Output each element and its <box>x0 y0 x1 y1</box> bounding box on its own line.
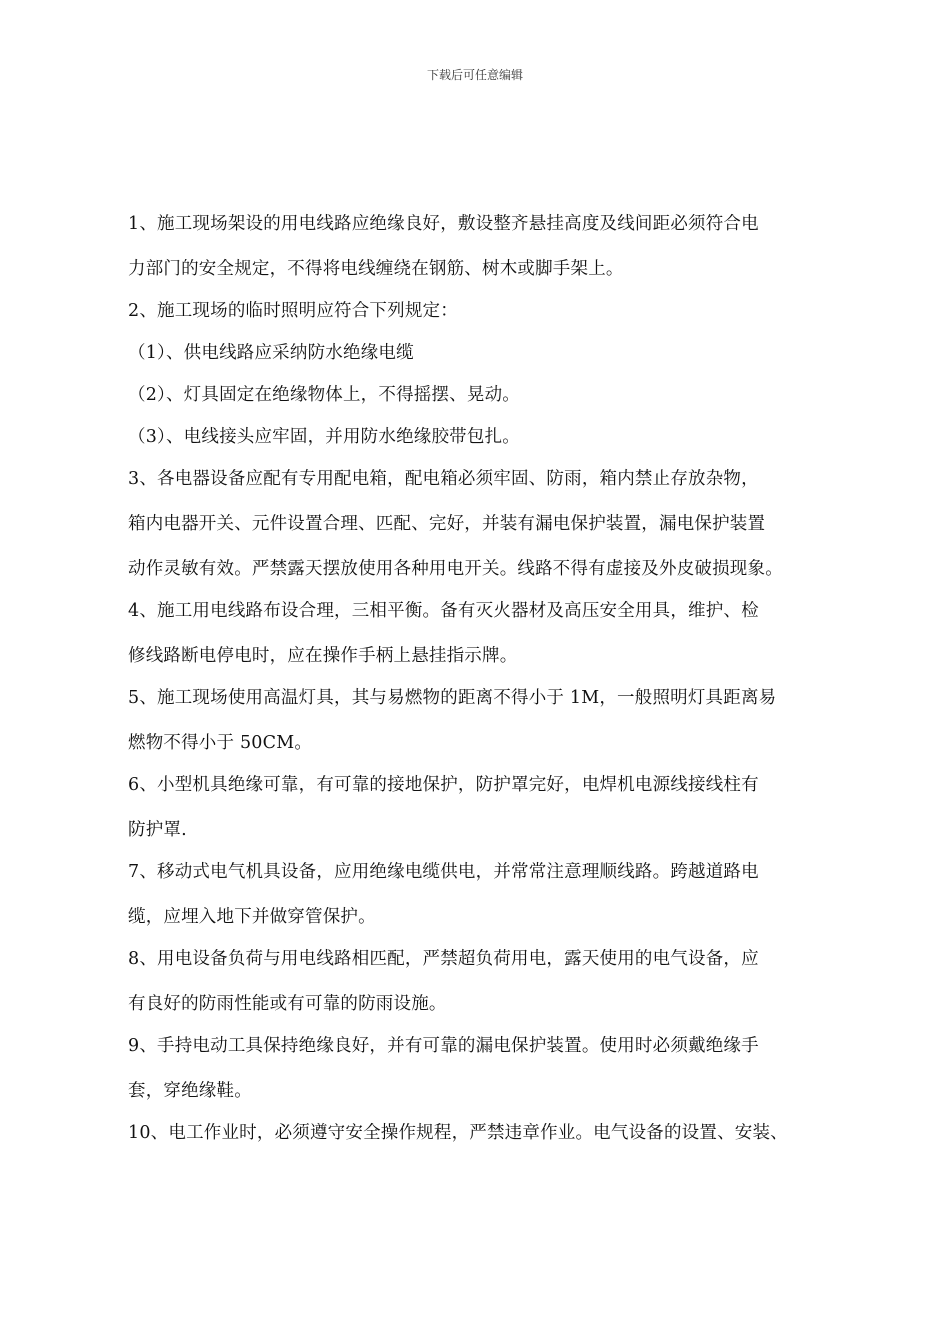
rule-10 <box>128 1117 828 1159</box>
rule-4 <box>128 595 828 682</box>
rule-2-sub-1-line: （1）、供电线路应采纳防水绝缘电缆 <box>128 343 414 363</box>
rule-2 <box>128 295 828 337</box>
rule-3-line-3: 动作灵敏有效。严禁露天摆放使用各种用电开关。线路不得有虚接及外皮破损现象。 <box>128 559 783 579</box>
rule-3-line-2: 箱内电器开关、元件设置合理、匹配、完好，并装有漏电保护装置，漏电保护装置 <box>128 514 766 534</box>
rule-6-line-2: 防护罩. <box>128 820 187 840</box>
rule-7 <box>128 856 828 943</box>
rule-1-line-1: 1、施工现场架设的用电线路应绝缘良好，敷设整齐悬挂高度及线间距必须符合电 <box>128 214 759 234</box>
rule-2-sub-3-line: （3）、电线接头应牢固，并用防水绝缘胶带包扎。 <box>128 427 520 447</box>
rule-10-line-1: 10、电工作业时，必须遵守安全操作规程，严禁违章作业。电气设备的设置、安装、 <box>128 1123 788 1143</box>
rule-7-line-2: 缆，应埋入地下并做穿管保护。 <box>128 907 376 927</box>
rule-9-line-2: 套，穿绝缘鞋。 <box>128 1081 252 1101</box>
rule-2-line-1: 2、施工现场的临时照明应符合下列规定： <box>128 301 458 321</box>
rule-5 <box>128 682 828 769</box>
header-note: 下载后可任意编辑 <box>426 68 523 82</box>
rule-8-line-1: 8、用电设备负荷与用电线路相匹配，严禁超负荷用电，露天使用的电气设备，应 <box>128 949 759 969</box>
rule-2-sub-3 <box>128 421 828 463</box>
rule-2-sub-2-line: （2）、灯具固定在绝缘物体上，不得摇摆、晃动。 <box>128 385 520 405</box>
rule-1-line-2: 力部门的安全规定，不得将电线缠绕在钢筋、树木或脚手架上。 <box>128 259 624 279</box>
rule-5-line-1: 5、施工现场使用高温灯具，其与易燃物的距离不得小于 1M，一般照明灯具距离易 <box>128 688 777 708</box>
rule-3 <box>128 463 828 595</box>
rule-6 <box>128 769 828 856</box>
rule-2-sub-2 <box>128 379 828 421</box>
rule-8 <box>128 943 828 1030</box>
rule-4-line-2: 修线路断电停电时，应在操作手柄上悬挂指示牌。 <box>128 646 518 666</box>
rule-7-line-1: 7、移动式电气机具设备，应用绝缘电缆供电，并常常注意理顺线路。跨越道路电 <box>128 862 759 882</box>
rule-1 <box>128 208 828 295</box>
rule-9 <box>128 1030 828 1117</box>
rule-2-sub-1 <box>128 337 828 379</box>
rule-5-line-2: 燃物不得小于 50CM。 <box>128 733 313 753</box>
rule-6-line-1: 6、小型机具绝缘可靠，有可靠的接地保护，防护罩完好，电焊机电源线接线柱有 <box>128 775 759 795</box>
rule-9-line-1: 9、手持电动工具保持绝缘良好，并有可靠的漏电保护装置。使用时必须戴绝缘手 <box>128 1036 759 1056</box>
rule-8-line-2: 有良好的防雨性能或有可靠的防雨设施。 <box>128 994 447 1014</box>
rule-4-line-1: 4、施工用电线路布设合理，三相平衡。备有灭火器材及高压安全用具，维护、检 <box>128 601 759 621</box>
rule-3-line-1: 3、各电器设备应配有专用配电箱，配电箱必须牢固、防雨，箱内禁止存放杂物， <box>128 469 759 489</box>
document-body <box>128 208 828 1159</box>
